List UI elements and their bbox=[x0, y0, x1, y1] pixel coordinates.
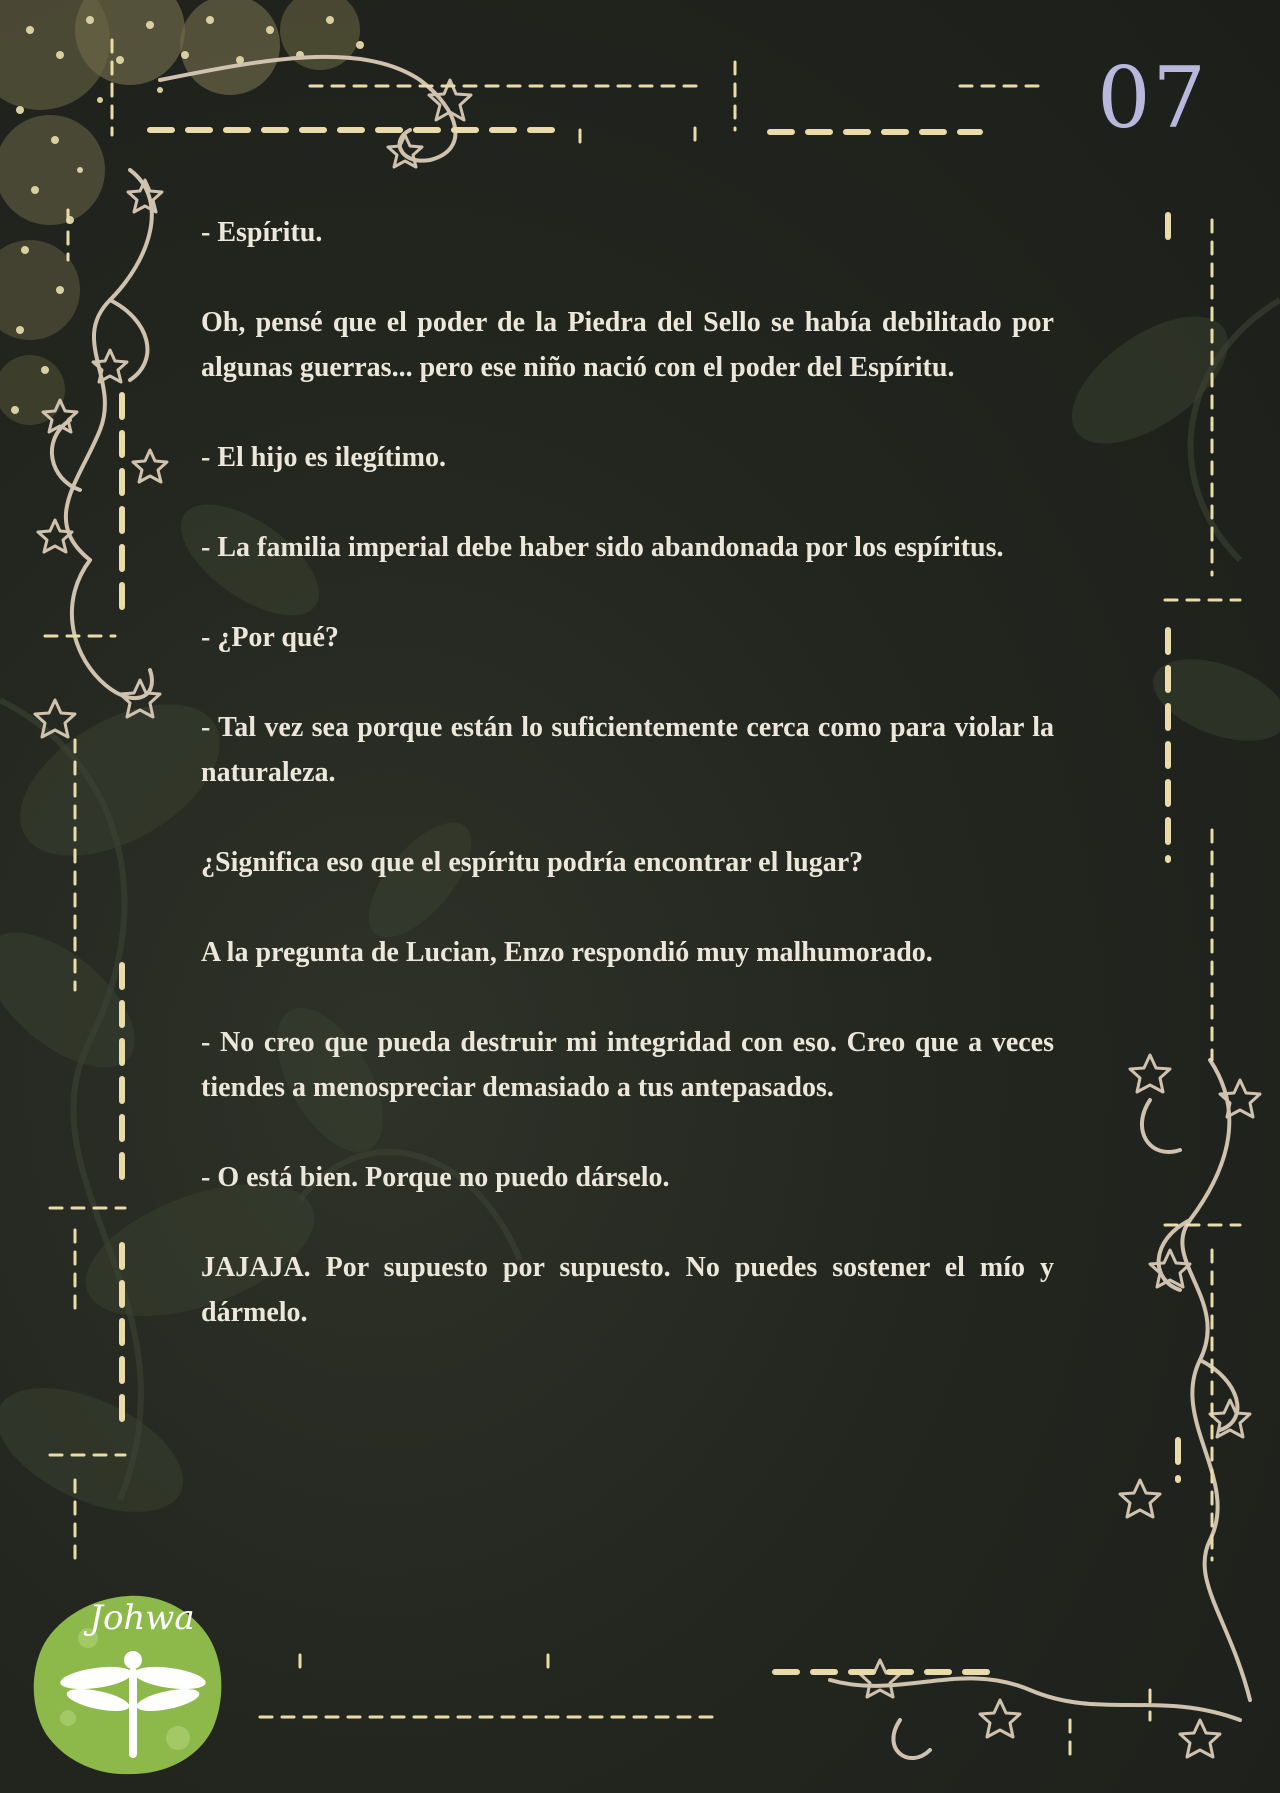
paragraph: - ¿Por qué? bbox=[201, 622, 339, 653]
paragraph: - El hijo es ilegítimo. bbox=[201, 442, 446, 473]
paragraph: - Espíritu. bbox=[201, 217, 323, 248]
logo-text: Johwa bbox=[89, 1598, 195, 1638]
paragraph: JAJAJA. Por supuesto por supuesto. No puedes sostener el mío y dármelo. bbox=[201, 1252, 1054, 1328]
dragonfly-icon bbox=[58, 1638, 208, 1768]
paragraph: ¿Significa eso que el espíritu podría encontrar el lugar? bbox=[201, 847, 864, 878]
story-text bbox=[201, 210, 1054, 1380]
paragraph: - Tal vez sea porque están lo suficientemente cerca como para violar la naturaleza. bbox=[201, 712, 1054, 788]
paragraph: - O está bien. Porque no puedo dárselo. bbox=[201, 1162, 670, 1193]
paragraph: Oh, pensé que el poder de la Piedra del Sello se había debilitado por algunas guerras... pero ese niño nació con el poder del Espíritu. bbox=[201, 307, 1054, 383]
paragraph: - No creo que pueda destruir mi integridad con eso. Creo que a veces tiendes a menospreciar demasiado a tus antepasados. bbox=[201, 1027, 1054, 1103]
paragraph: A la pregunta de Lucian, Enzo respondió muy malhumorado. bbox=[201, 937, 933, 968]
page-number: 07 bbox=[1097, 49, 1208, 147]
johwa-logo bbox=[28, 1588, 228, 1780]
paragraph: - La familia imperial debe haber sido abandonada por los espíritus. bbox=[201, 532, 1004, 563]
